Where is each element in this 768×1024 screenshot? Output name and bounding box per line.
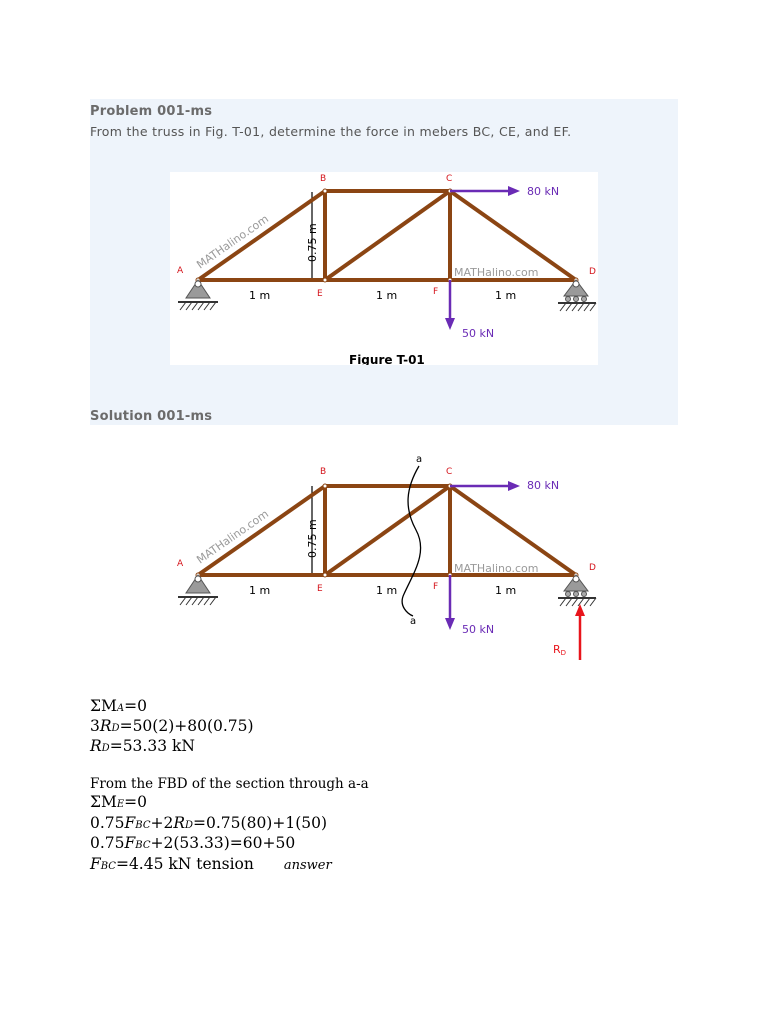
equation-fbc-setup: 0.75FBC+2RD=0.75(80)+1(50): [90, 814, 328, 832]
dim-span-2: 1 m: [376, 289, 398, 302]
equation-fbc-substituted: 0.75FBC+2(53.33)=60+50: [90, 834, 296, 852]
dim-span-2: 1 m: [376, 584, 398, 597]
reaction-rd-arrow-icon: [575, 604, 585, 660]
dim-span-3: 1 m: [495, 289, 517, 302]
node-d-label: D: [589, 563, 596, 573]
section-label-bottom: a: [410, 616, 417, 627]
watermark-right: MATHalino.com: [454, 562, 539, 575]
problem-statement: From the truss in Fig. T-01, determine the force in mebers BC, CE, and EF.: [90, 124, 572, 139]
node-a-label: A: [177, 559, 184, 569]
node-b-label: B: [320, 467, 327, 477]
solution-heading: Solution 001-ms: [90, 409, 213, 424]
truss-diagram-2: [170, 448, 598, 664]
figure-t01: [170, 172, 598, 365]
dim-span-3: 1 m: [495, 584, 517, 597]
figure-caption: Figure T-01: [349, 353, 425, 365]
section-label-top: a: [416, 454, 423, 465]
node-c-label: C: [446, 174, 453, 184]
node-b-label: B: [320, 174, 327, 184]
roller-support-icon: [558, 280, 596, 311]
node-c-label: C: [446, 467, 453, 477]
load-50kn-arrow-icon: [445, 575, 455, 630]
equation-fbc-result: FBC=4.45 kN tension answer: [90, 855, 332, 873]
equation-rd-result: RD=53.33 kN: [90, 737, 195, 755]
answer-label: answer: [283, 858, 332, 873]
load-50kn-label: 50 kN: [462, 327, 495, 340]
section-cut-line: [402, 466, 420, 616]
load-80kn-label: 80 kN: [527, 185, 560, 198]
equation-sum-ma: ΣMA=0: [90, 697, 147, 715]
problem-heading: Problem 001-ms: [90, 104, 213, 119]
equation-sum-me: ΣME=0: [90, 793, 148, 811]
load-50kn-arrow-icon: [445, 280, 455, 330]
load-50kn-label: 50 kN: [462, 623, 495, 636]
pin-support-icon: [178, 280, 218, 310]
node-e-label: E: [317, 584, 323, 594]
pin-support-icon: [178, 575, 218, 605]
reaction-label: RD: [553, 643, 567, 657]
dim-height: 0.75 m: [306, 223, 319, 262]
node-f-label: F: [433, 582, 439, 592]
dim-height: 0.75 m: [306, 519, 319, 558]
watermark-right: MATHalino.com: [454, 266, 539, 279]
watermark-left: MATHalino.com: [194, 212, 271, 272]
node-e-label: E: [317, 289, 323, 299]
node-f-label: F: [433, 287, 439, 297]
watermark-left: MATHalino.com: [194, 507, 271, 567]
section-note: From the FBD of the section through a-a: [90, 776, 369, 792]
dim-span-1: 1 m: [249, 584, 271, 597]
node-d-label: D: [589, 267, 596, 277]
equation-rd-setup: 3RD=50(2)+80(0.75): [90, 717, 254, 735]
figure-fbd: [170, 448, 598, 664]
dim-span-1: 1 m: [249, 289, 271, 302]
truss-diagram-1: [170, 172, 598, 365]
roller-support-icon: [558, 575, 596, 606]
load-80kn-arrow-icon: [450, 481, 520, 491]
node-a-label: A: [177, 266, 184, 276]
load-80kn-label: 80 kN: [527, 479, 560, 492]
load-80kn-arrow-icon: [450, 186, 520, 196]
